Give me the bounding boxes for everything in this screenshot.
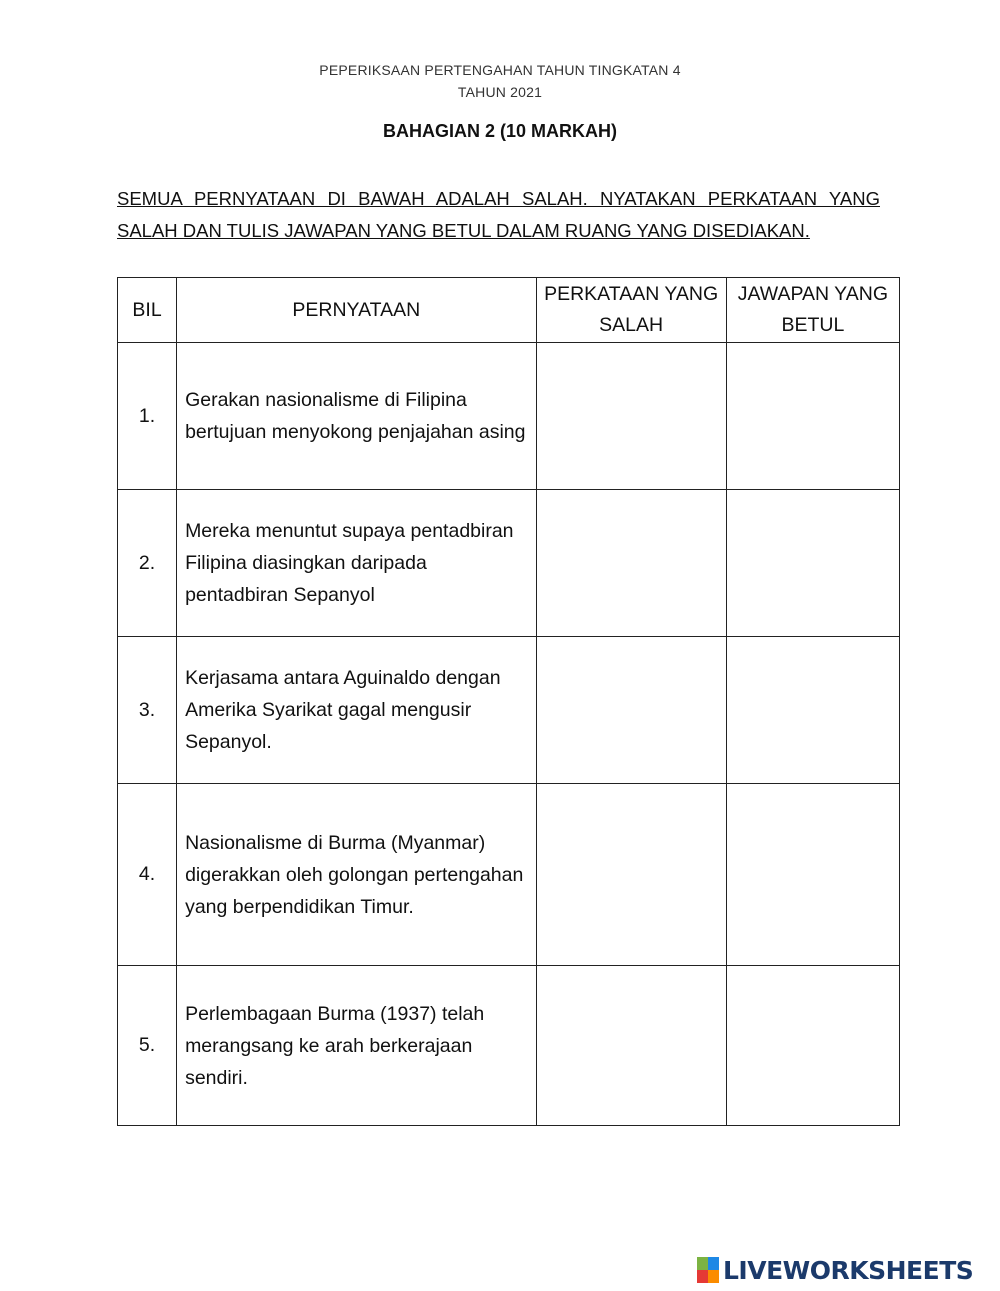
statement-text: Mereka menuntut supaya pentadbiran Filipina diasingkan daripada pentadbiran Sepanyol	[177, 490, 536, 637]
correct-answer-box[interactable]	[726, 490, 899, 637]
section-title: BAHAGIAN 2 (10 MARKAH)	[382, 121, 617, 141]
correct-answer-box[interactable]	[726, 966, 899, 1126]
liveworksheets-logo	[697, 1254, 973, 1286]
correct-answer-box[interactable]	[726, 784, 899, 966]
logo-square-blue	[708, 1257, 719, 1270]
wrong-word-answer-box[interactable]	[536, 637, 726, 784]
column-header-correct-answer: JAWAPAN YANG BETUL	[726, 278, 899, 343]
statement-text: Kerjasama antara Aguinaldo dengan Amerika Syarikat gagal mengusir Sepanyol.	[177, 637, 536, 784]
statement-text: Gerakan nasionalisme di Filipina bertujuan menyokong penjajahan asing	[177, 343, 536, 490]
liveworksheets-logo-icon	[697, 1257, 719, 1283]
correct-answer-box[interactable]	[726, 637, 899, 784]
table-row	[118, 637, 900, 784]
table-row	[118, 343, 900, 490]
row-number: 5.	[118, 966, 177, 1126]
row-number: 4.	[118, 784, 177, 966]
correct-answer-box[interactable]	[726, 343, 899, 490]
table-header-row	[118, 278, 900, 343]
column-header-wrong-word: PERKATAAN YANG SALAH	[536, 278, 726, 343]
column-header-bil: BIL	[118, 278, 177, 343]
row-number: 3.	[118, 637, 177, 784]
wrong-word-answer-box[interactable]	[536, 343, 726, 490]
exam-header-title: PEPERIKSAAN PERTENGAHAN TAHUN TINGKATAN 4	[319, 62, 681, 78]
statement-text: Perlembagaan Burma (1937) telah merangsang ke arah berkerajaan sendiri.	[177, 966, 536, 1126]
logo-square-orange	[708, 1270, 719, 1283]
worksheet-table	[117, 277, 900, 1126]
logo-square-red	[697, 1270, 708, 1283]
logo-text: LIVEWORKSHEETS	[723, 1255, 974, 1285]
wrong-word-answer-box[interactable]	[536, 490, 726, 637]
statement-text: Nasionalisme di Burma (Myanmar) digerakkan oleh golongan pertengahan yang berpendidikan Timur.	[177, 784, 536, 966]
row-number: 1.	[118, 343, 177, 490]
table-row	[118, 784, 900, 966]
wrong-word-answer-box[interactable]	[536, 966, 726, 1126]
table-row	[118, 966, 900, 1126]
table-row	[118, 490, 900, 637]
wrong-word-answer-box[interactable]	[536, 784, 726, 966]
instructions-text: SEMUA PERNYATAAN DI BAWAH ADALAH SALAH. NYATAKAN PERKATAAN YANG SALAH DAN TULIS JAWAPAN YANG BETUL DALAM RUANG YANG DISEDIAKAN.	[117, 188, 880, 241]
column-header-statement: PERNYATAAN	[177, 278, 536, 343]
row-number: 2.	[118, 490, 177, 637]
logo-square-green	[697, 1257, 708, 1270]
exam-header-year: TAHUN 2021	[457, 84, 543, 100]
